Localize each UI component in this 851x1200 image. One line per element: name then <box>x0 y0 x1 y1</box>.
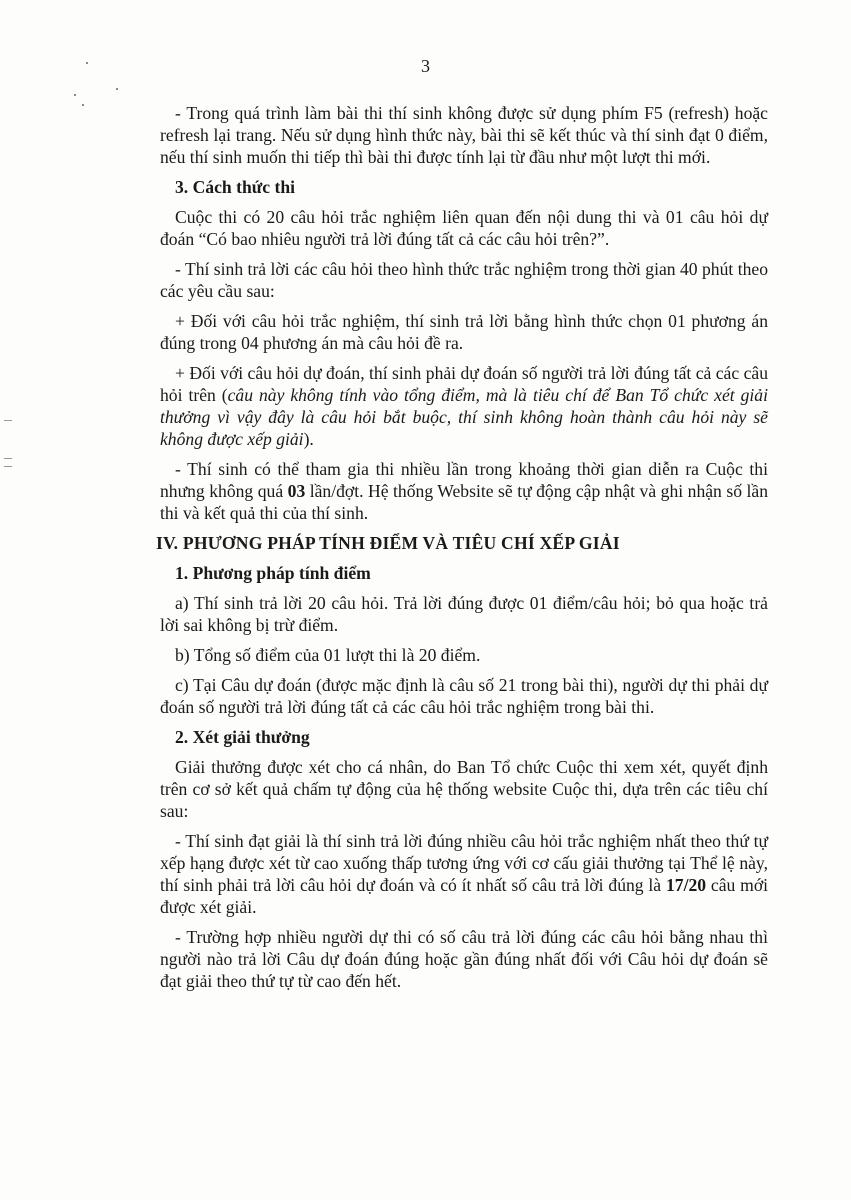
paragraph-trac-nghiem: + Đối với câu hỏi trắc nghiệm, thí sinh trả lời bằng hình thức chọn 01 phương án đúng trong 04 phương án mà câu hỏi đề ra. <box>160 311 768 353</box>
paragraph-bang-nhau: - Trường hợp nhiều người dự thi có số câu trả lời đúng các câu hỏi bằng nhau thì người nào trả lời Câu dự đoán đúng hoặc gần đúng nhất đối với Câu hỏi dự đoán sẽ đạt giải theo thứ tự từ cao đến hết. <box>160 927 768 991</box>
paragraph-a: a) Thí sinh trả lời 20 câu hỏi. Trả lời đúng được 01 điểm/câu hỏi; bỏ qua hoặc trả lời sai không bị trừ điểm. <box>160 593 768 635</box>
heading-xet-giai: 2. Xét giải thưởng <box>175 727 310 747</box>
paragraph-dat-giai-text: - Thí sinh đạt giải là thí sinh trả lời đúng nhiều câu hỏi trắc nghiệm nhất theo thứ tự xếp hạng được xét từ cao xuống thấp tương ứng với cơ cấu giải thưởng tại Thể lệ này, thí sinh phải trả lời câu hỏi dự đoán và có ít nhất số câu trả lời đúng là <box>160 831 768 895</box>
paragraph-du-doan-text: + Đối với câu hỏi dự đoán, thí sinh phải dự đoán số người trả lời đúng tất cả các câu hỏi trên ( <box>160 363 768 405</box>
paragraph-so-lan-thi-bold: 03 <box>287 481 306 501</box>
paragraph-so-lan-thi-text: - Thí sinh có thể tham gia thi nhiều lần trong khoảng thời gian diễn ra Cuộc thi nhưng không quá <box>160 459 768 501</box>
paragraph-f5-refresh: - Trong quá trình làm bài thi thí sinh không được sử dụng phím F5 (refresh) hoặc refresh lại trang. Nếu sử dụng hình thức này, bài thi sẽ kết thúc và thí sinh đạt 0 điểm, nếu thí sinh muốn thi tiếp thì bài thi được tính lại từ đầu như một lượt thi mới. <box>160 103 768 167</box>
scan-specks <box>60 60 120 120</box>
paragraph-dat-giai-end: câu mới được xét giải. <box>160 875 769 917</box>
paragraph-thoi-gian: - Thí sinh trả lời các câu hỏi theo hình thức trắc nghiệm trong thời gian 40 phút theo các yêu cầu sau: <box>160 259 768 301</box>
paragraph-c: c) Tại Câu dự đoán (được mặc định là câu số 21 trong bài thi), người dự thi phải dự đoán số người trả lời đúng tất cả các câu hỏi trắc nghiệm trong bài thi. <box>160 675 768 717</box>
heading-cach-thuc-thi: 3. Cách thức thi <box>175 177 296 197</box>
paragraph-giai-thuong: Giải thưởng được xét cho cá nhân, do Ban Tổ chức Cuộc thi xem xét, quyết định trên cơ sở kết quả chấm tự động của hệ thống website Cuộc thi, dựa trên các tiêu chí sau: <box>160 757 768 821</box>
paragraph-so-lan-thi <box>160 458 768 524</box>
paragraph-du-doan-note: câu này không tính vào tổng điểm, mà là tiêu chí để Ban Tổ chức xét giải thưởng vì vậy đây là câu hỏi bắt buộc, thí sinh không hoàn thành câu hỏi này sẽ không được xếp giải <box>160 385 768 449</box>
paragraph-dat-giai-bold: 17/20 <box>665 875 707 895</box>
page-number: 3 <box>421 56 430 76</box>
paragraph-b: b) Tổng số điểm của 01 lượt thi là 20 điểm. <box>175 645 481 665</box>
heading-phuong-phap: 1. Phương pháp tính điểm <box>175 563 371 583</box>
paragraph-dat-giai <box>160 830 768 918</box>
paragraph-du-doan <box>160 362 768 450</box>
paragraph-du-doan-end: ). <box>303 429 314 449</box>
section-heading-iv: IV. PHƯƠNG PHÁP TÍNH ĐIỂM VÀ TIÊU CHÍ XẾP GIẢI <box>156 533 620 553</box>
paragraph-so-lan-thi-end: lần/đợt. Hệ thống Website sẽ tự động cập nhật và ghi nhận số lần thi và kết quả thi của thí sinh. <box>160 481 768 523</box>
paragraph-cuoc-thi: Cuộc thi có 20 câu hỏi trắc nghiệm liên quan đến nội dung thi và 01 câu hỏi dự đoán “Có bao nhiêu người trả lời đúng tất cả các câu hỏi trên?”. <box>160 207 768 249</box>
document-body <box>156 102 769 1000</box>
scan-edge-mark <box>0 410 16 470</box>
